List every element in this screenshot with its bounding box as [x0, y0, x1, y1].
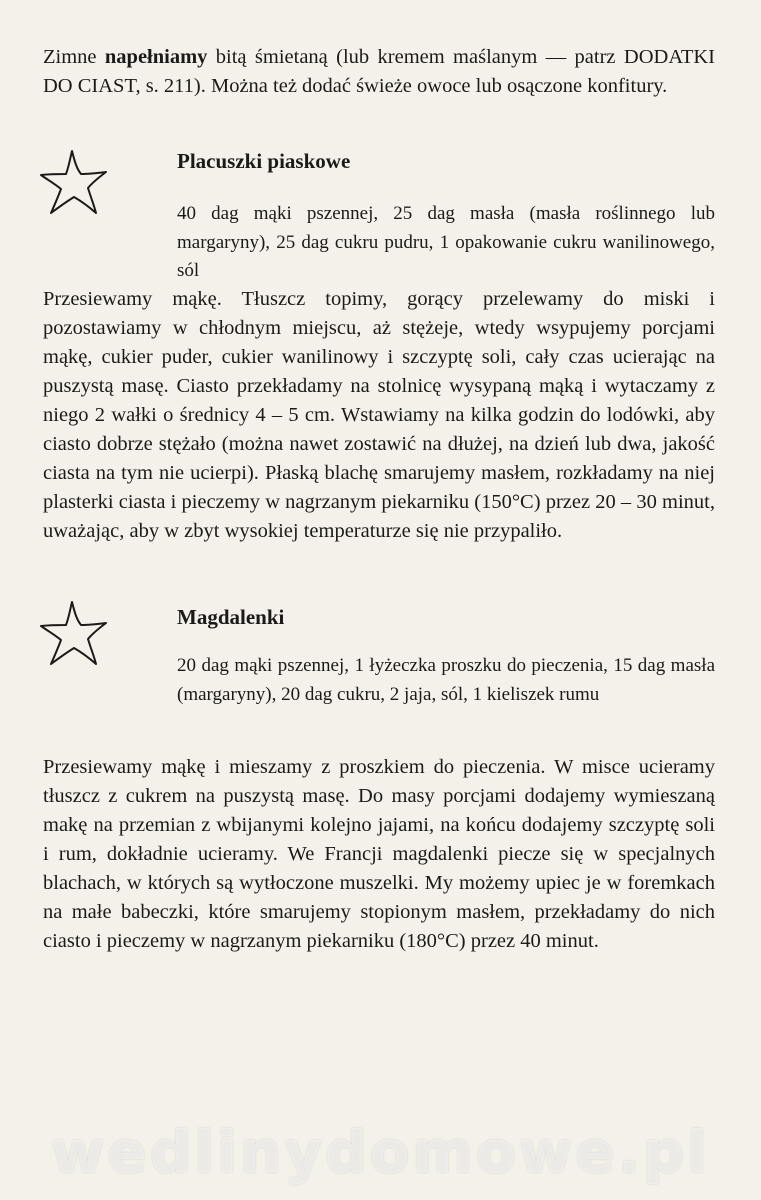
intro-paragraph [43, 43, 715, 101]
method-magdalenki: Przesiewamy mąkę i mieszamy z proszkiem do pieczenia. W misce ucieramy tłuszcz z cukrem na puszystą masę. Do masy porcjami dodajemy wymieszaną makę na przemian z wbijanymi kolejno jajami, na końcu dodajemy szczyptę soli i rum, dokładnie ucieramy. We Francji magdalenki piecze się w specjalnych blachach, w których są wytłoczone muszelki. My możemy upiec je w foremkach na małe babeczki, które smarujemy stopionym masłem, przekładamy do nich ciasto i pieczemy w nagrzanym piekarniku (180°C) przez 40 minut. [43, 756, 715, 952]
recipe-title-magdalenki: Magdalenki [177, 605, 285, 629]
intro-bold-word: napełniamy [104, 46, 208, 68]
site-watermark: wedlinydomowe.pl [50, 1118, 711, 1186]
ingredients-magdalenki: 20 dag mąki pszennej, 1 łyżeczka proszku do pieczenia, 15 dag masła (margaryny), 20 dag cukru, 2 jaja, sól, 1 kieliszek rumu [177, 655, 715, 705]
ingredients-placuszki: 40 dag mąki pszennej, 25 dag masła (masła roślinnego lub margaryny), 25 dag cukru pudru, 1 opakowanie cukru wanilinowego, sól [177, 203, 715, 281]
star-outline-icon [38, 598, 110, 668]
intro-text-end: bitą śmietaną (lub kremem maślanym — patrz DODATKI DO CIAST, s. 211). Można też dodać świeże owoce lub osączone konfitury. [43, 46, 716, 97]
recipe-title-placuszki: Placuszki piaskowe [177, 149, 351, 173]
star-outline-icon [38, 147, 110, 217]
intro-text-start: Zimne [43, 46, 105, 68]
method-placuszki: Przesiewamy mąkę. Tłuszcz topimy, gorący przelewamy do miski i pozostawiamy w chłodnym miejscu, aż stężeje, wtedy wsypujemy porcjami mąkę, cukier puder, cukier wanilinowy i szczyptę soli, cały czas ucierając na puszystą masę. Ciasto przekładamy na stolnicę wysypaną mąką i wytaczamy z niego 2 wałki o średnicy 4 – 5 cm. Wstawiamy na kilka godzin do lodówki, aby ciasto dobrze stężało (można nawet zostawić na dłużej, na dzień lub dwa, jakość ciasta na tym nie ucierpi). Płaską blachę smarujemy masłem, rozkładamy na niej plasterki ciasta i pieczemy w nagrzanym piekarniku (150°C) przez 20 – 30 minut, uważając, aby w zbyt wysokiej temperaturze się nie przypaliło. [43, 288, 715, 542]
